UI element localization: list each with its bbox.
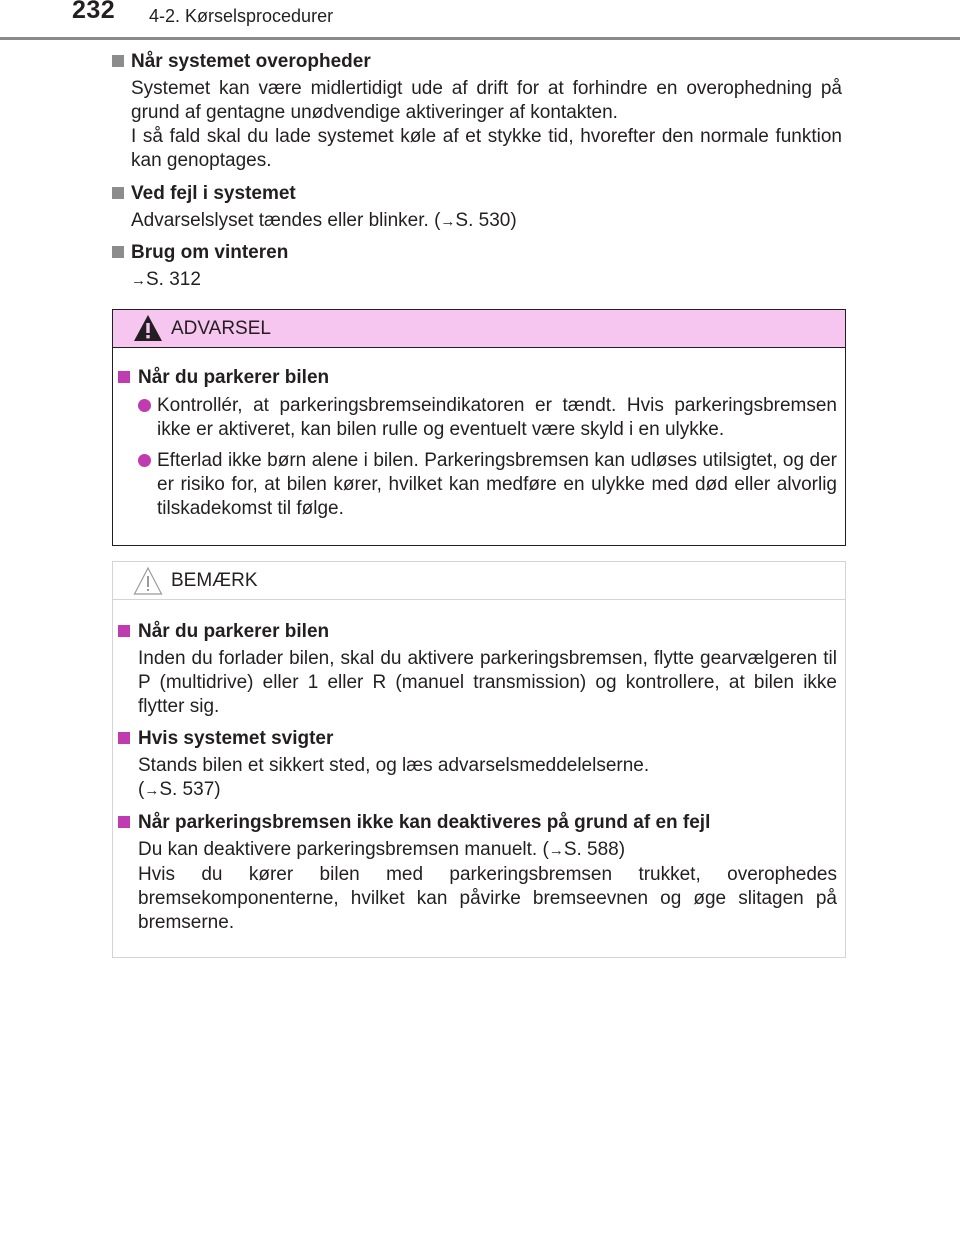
warning-box-header [113, 310, 845, 348]
section-winter [112, 240, 842, 293]
notice-label: BEMÆRK [171, 570, 258, 591]
section-text [112, 268, 842, 293]
arrow-right-icon: → [548, 842, 564, 859]
page-header [0, 0, 960, 40]
arrow-right-icon: → [131, 272, 146, 289]
header-rule [0, 37, 960, 40]
warning-heading: Når du parkerer bilen [118, 365, 837, 390]
section-heading: Brug om vinteren [112, 240, 842, 265]
section-text: Systemet kan være midlertidigt ude af drift for at forhindre en overophedning på grund af gentagne unødvendige aktiveringer af kontakten. I så fald skal du lade systemet køle af et stykke tid, hvorefter den normale funktion kan genoptages. [131, 78, 842, 171]
page-reference-link[interactable]: S. 537) [159, 779, 221, 800]
notice-text: Stands bilen et sikkert sted, og læs advarselsmeddelelserne. (→S. 537) [138, 755, 650, 800]
notice-box [112, 561, 846, 958]
round-bullet-icon [138, 454, 151, 467]
page-reference-link[interactable]: S. 530) [455, 210, 517, 231]
notice-content [113, 619, 845, 935]
section-text: Advarselslyset tændes eller blinker. (→S. 530) [131, 210, 517, 231]
square-bullet-icon [118, 732, 130, 744]
square-bullet-icon [118, 816, 130, 828]
notice-heading: Hvis systemet svigter [118, 726, 837, 751]
notice-text: Inden du forlader bilen, skal du aktivere parkeringsbremsen, flytte gearvælgeren til P (multidrive) eller 1 eller R (manuel transmission) og kontrollere, at bilen ikke flytter sig. [138, 648, 837, 717]
warning-label: ADVARSEL [171, 318, 271, 339]
square-bullet-icon [112, 55, 124, 67]
caution-triangle-icon [133, 566, 163, 596]
square-bullet-icon [112, 246, 124, 258]
arrow-right-icon: → [440, 213, 456, 230]
section-heading: Når systemet overopheder [112, 49, 842, 74]
notice-text: Du kan deaktivere parkeringsbremsen manuelt. (→S. 588) Hvis du kører bilen med parkeringsbremsen trukket, overophedes bremsekomponenterne, hvilket kan påvirke bremseevnen og øge slitagen på bremserne. [138, 839, 837, 933]
section-heading: Ved fejl i systemet [112, 181, 842, 206]
arrow-right-icon: → [144, 782, 160, 799]
round-bullet-icon [138, 399, 151, 412]
page-reference-link[interactable]: S. 312 [146, 269, 201, 290]
page-number: 232 [72, 0, 116, 24]
square-bullet-icon [112, 187, 124, 199]
page-reference-link[interactable]: S. 588) [563, 839, 626, 860]
notice-heading: Når du parkerer bilen [118, 619, 837, 644]
square-bullet-icon [118, 625, 130, 637]
warning-content [113, 365, 845, 521]
warning-box [112, 309, 846, 546]
warning-bullet: Kontrollér, at parkeringsbremseindikatoren er tændt. Hvis parkeringsbremsen ikke er aktiveret, kan bilen rulle og eventuelt være skyld i en ulykke. [118, 394, 837, 442]
notice-box-header [113, 562, 845, 600]
square-bullet-icon [118, 371, 130, 383]
notice-heading: Når parkeringsbremsen ikke kan deaktiveres på grund af en fejl [118, 810, 837, 835]
warning-triangle-icon [133, 314, 163, 342]
section-title: 4-2. Kørselsprocedurer [149, 6, 334, 26]
section-system-fault [112, 181, 842, 234]
section-overheat [112, 49, 842, 173]
warning-bullet: Efterlad ikke børn alene i bilen. Parkeringsbremsen kan udløses utilsigtet, og der er risiko for, at bilen kører, hvilket kan medføre en ulykke med død eller alvorlig tilskadekomst til følge. [118, 449, 837, 521]
